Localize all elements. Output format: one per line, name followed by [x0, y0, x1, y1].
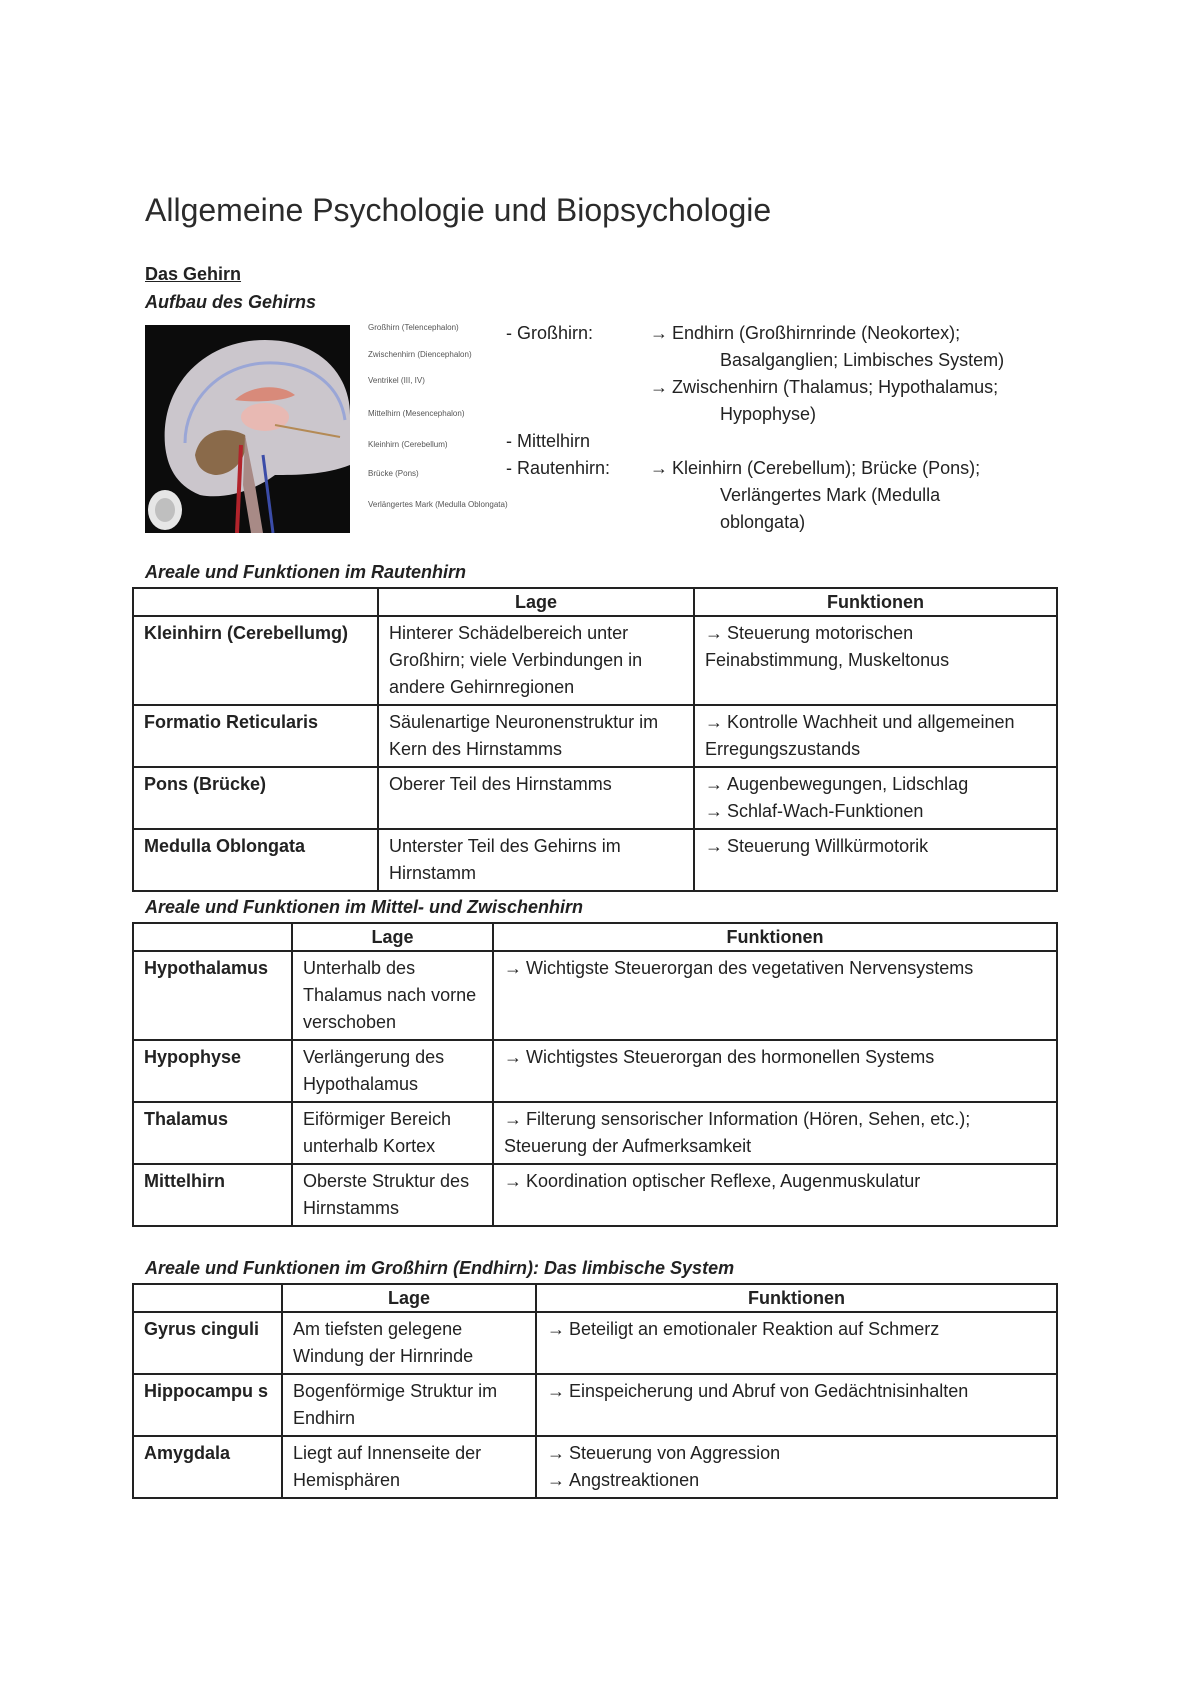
overview-grosshirn-line2: Basalganglien; Limbisches System) — [720, 350, 1005, 370]
brain-label: Mittelhirn (Mesencephalon) — [368, 409, 465, 418]
arrow-icon: → — [650, 377, 668, 397]
table1-caption: Areale und Funktionen im Rautenhirn — [145, 562, 467, 582]
table-header-cell: Funktionen — [694, 588, 1057, 616]
brain-illustration — [145, 325, 350, 533]
overview-grosshirn-line3: Zwischenhirn (Thalamus; Hypothalamus; — [672, 377, 999, 397]
funktion-text: Steuerung Willkürmotorik — [727, 836, 929, 856]
row-name: Pons (Brücke) — [133, 767, 378, 829]
table-row — [133, 1102, 1057, 1164]
table-header-row — [133, 923, 1057, 951]
arrow-icon: → — [547, 1381, 565, 1401]
row-lage: Eiförmiger Bereich unterhalb Kortex — [292, 1102, 493, 1164]
overview-rautenhirn: - Rautenhirn: — [506, 458, 611, 478]
funktion-text: Wichtigste Steuerorgan des vegetativen Nervensystems — [526, 958, 974, 978]
table-header-cell: Lage — [292, 923, 493, 951]
funktion-text: Wichtigstes Steuerorgan des hormonellen Systems — [526, 1047, 935, 1067]
document-title: Allgemeine Psychologie und Biopsychologie — [145, 192, 772, 228]
table-header-row — [133, 1284, 1057, 1312]
row-name: Medulla Oblongata — [133, 829, 378, 891]
funktion-text: Steuerung motorischen Feinabstimmung, Muskeltonus — [705, 623, 950, 670]
overview-grosshirn-line4: Hypophyse) — [720, 404, 817, 424]
table-header-cell — [133, 588, 378, 616]
table-header-cell — [133, 1284, 282, 1312]
funktion-text: Einspeicherung und Abruf von Gedächtnisinhalten — [569, 1381, 969, 1401]
funktion-text: Schlaf-Wach-Funktionen — [727, 801, 924, 821]
subsection-aufbau: Aufbau des Gehirns — [145, 292, 317, 312]
row-funktionen — [493, 1102, 1057, 1164]
table-limbisches-system — [132, 1283, 1058, 1499]
row-funktionen — [493, 1040, 1057, 1102]
table-row — [133, 616, 1057, 705]
table-row — [133, 1436, 1057, 1498]
table2-caption: Areale und Funktionen im Mittel- und Zwischenhirn — [145, 897, 584, 917]
table-row — [133, 1374, 1057, 1436]
row-name: Kleinhirn (Cerebellumg) — [133, 616, 378, 705]
funktion-text: Angstreaktionen — [569, 1470, 700, 1490]
row-lage: Liegt auf Innenseite der Hemisphären — [282, 1436, 536, 1498]
row-lage: Verlängerung des Hypothalamus — [292, 1040, 493, 1102]
arrow-icon: → — [705, 774, 723, 794]
funktion-text: Steuerung von Aggression — [569, 1443, 781, 1463]
table-header-row — [133, 588, 1057, 616]
row-funktionen — [536, 1436, 1057, 1498]
row-lage: Säulenartige Neuronenstruktur im Kern des Hirnstamms — [378, 705, 694, 767]
row-name: Formatio Reticularis — [133, 705, 378, 767]
arrow-icon: → — [547, 1470, 565, 1490]
funktion-text: Filterung sensorischer Information (Hören, Sehen, etc.); Steuerung der Aufmerksamkeit — [504, 1109, 971, 1156]
row-funktionen — [694, 705, 1057, 767]
arrow-icon: → — [705, 836, 723, 856]
overview-mittelhirn: - Mittelhirn — [506, 431, 591, 451]
funktion-text: Koordination optischer Reflexe, Augenmuskulatur — [526, 1171, 921, 1191]
row-funktionen — [694, 829, 1057, 891]
row-funktionen — [536, 1374, 1057, 1436]
table-header-cell: Lage — [282, 1284, 536, 1312]
row-lage: Bogenförmige Struktur im Endhirn — [282, 1374, 536, 1436]
brain-label: Brücke (Pons) — [368, 469, 419, 478]
row-name: Thalamus — [133, 1102, 292, 1164]
arrow-icon: → — [705, 801, 723, 821]
row-lage: Unterster Teil des Gehirns im Hirnstamm — [378, 829, 694, 891]
table3-caption: Areale und Funktionen im Großhirn (Endhirn): Das limbische System — [145, 1258, 735, 1278]
row-lage: Unterhalb des Thalamus nach vorne verschoben — [292, 951, 493, 1040]
arrow-icon: → — [547, 1319, 565, 1339]
brain-label: Großhirn (Telencephalon) — [368, 323, 459, 332]
row-funktionen — [536, 1312, 1057, 1374]
arrow-icon: → — [504, 1109, 522, 1129]
row-name: Gyrus cinguli — [133, 1312, 282, 1374]
row-name: Hypothalamus — [133, 951, 292, 1040]
funktion-text: Beteiligt an emotionaler Reaktion auf Schmerz — [569, 1319, 940, 1339]
table-rautenhirn — [132, 587, 1058, 892]
row-name: Mittelhirn — [133, 1164, 292, 1226]
arrow-icon: → — [504, 1171, 522, 1191]
overview-rautenhirn-line3: oblongata) — [720, 512, 806, 532]
row-lage: Oberer Teil des Hirnstamms — [378, 767, 694, 829]
funktion-text: Augenbewegungen, Lidschlag — [727, 774, 969, 794]
row-lage: Am tiefsten gelegene Windung der Hirnrinde — [282, 1312, 536, 1374]
funktion-text: Kontrolle Wachheit und allgemeinen Erregungszustands — [705, 712, 1015, 759]
brain-label: Kleinhirn (Cerebellum) — [368, 440, 448, 449]
overview-grosshirn-line1: Endhirn (Großhirnrinde (Neokortex); — [672, 323, 961, 343]
overview-rautenhirn-line2: Verlängertes Mark (Medulla — [720, 485, 941, 505]
brain-label: Verlängertes Mark (Medulla Oblongata) — [368, 500, 508, 509]
table-row — [133, 1312, 1057, 1374]
brain-sagittal-svg — [145, 325, 350, 533]
brain-label: Ventrikel (III, IV) — [368, 376, 425, 385]
table-header-cell — [133, 923, 292, 951]
arrow-icon: → — [650, 323, 668, 343]
table-mittel-zwischenhirn — [132, 922, 1058, 1227]
row-funktionen — [493, 1164, 1057, 1226]
row-name: Amygdala — [133, 1436, 282, 1498]
row-funktionen — [694, 767, 1057, 829]
row-lage: Hinterer Schädelbereich unter Großhirn; viele Verbindungen in andere Gehirnregionen — [378, 616, 694, 705]
table-row — [133, 1164, 1057, 1226]
arrow-icon: → — [650, 458, 668, 478]
arrow-icon: → — [547, 1443, 565, 1463]
table-row — [133, 951, 1057, 1040]
row-funktionen — [694, 616, 1057, 705]
arrow-icon: → — [504, 1047, 522, 1067]
row-lage: Oberste Struktur des Hirnstamms — [292, 1164, 493, 1226]
table-row — [133, 705, 1057, 767]
table-row — [133, 767, 1057, 829]
row-name: Hippocampu s — [133, 1374, 282, 1436]
arrow-icon: → — [705, 712, 723, 732]
table-row — [133, 829, 1057, 891]
table-header-cell: Funktionen — [536, 1284, 1057, 1312]
overview-rautenhirn-line1: Kleinhirn (Cerebellum); Brücke (Pons); — [672, 458, 981, 478]
arrow-icon: → — [705, 623, 723, 643]
brain-label: Zwischenhirn (Diencephalon) — [368, 350, 472, 359]
table-header-cell: Lage — [378, 588, 694, 616]
row-name: Hypophyse — [133, 1040, 292, 1102]
table-row — [133, 1040, 1057, 1102]
arrow-icon: → — [504, 958, 522, 978]
row-funktionen — [493, 951, 1057, 1040]
table-header-cell: Funktionen — [493, 923, 1057, 951]
overview-grosshirn: - Großhirn: — [506, 323, 594, 343]
section-title: Das Gehirn — [145, 264, 242, 284]
